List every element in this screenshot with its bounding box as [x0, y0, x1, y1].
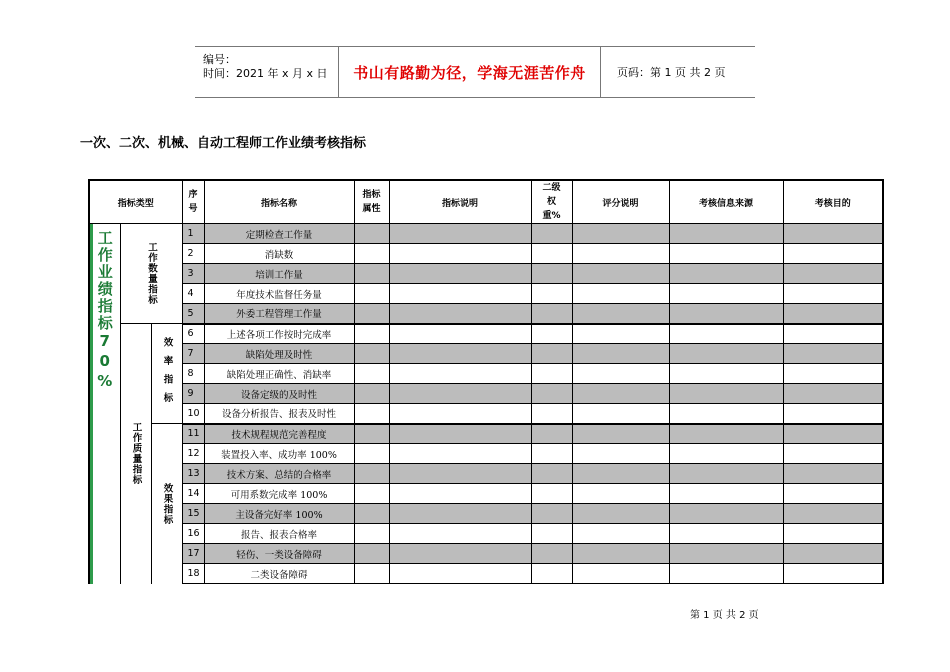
table-row: [89, 364, 883, 384]
page-label: 页码：第 1 页 共 2 页: [617, 66, 726, 79]
table-row: [89, 524, 883, 544]
category-main-cell: [89, 224, 120, 584]
row-source-cell: [669, 484, 783, 504]
header-score: 评分说明: [572, 180, 669, 224]
row-weight-cell: [531, 404, 572, 424]
row-weight-cell: [531, 264, 572, 284]
page-footer: 第 1 页 共 2 页: [690, 610, 759, 621]
row-desc-cell: [389, 464, 531, 484]
row-score-cell: [572, 524, 669, 544]
row-score-cell: [572, 544, 669, 564]
row-source-cell: [669, 384, 783, 404]
table-row: [89, 404, 883, 424]
row-number: 15: [182, 504, 204, 524]
row-purpose-cell: [783, 224, 883, 244]
row-source-cell: [669, 404, 783, 424]
category-main-label: 工作业绩指标70%: [95, 230, 114, 392]
table-row: [89, 504, 883, 524]
row-desc-cell: [389, 544, 531, 564]
row-desc-cell: [389, 524, 531, 544]
row-source-cell: [669, 544, 783, 564]
sub-efficiency-cell: [151, 324, 182, 424]
sub-efficiency-label: 效率指标: [161, 336, 173, 411]
row-purpose-cell: [783, 284, 883, 304]
row-purpose-cell: [783, 364, 883, 384]
table-row: [89, 224, 883, 244]
row-indicator-name: 缺陷处理及时性: [204, 344, 354, 364]
row-indicator-name: 可用系数完成率 100%: [204, 484, 354, 504]
row-number: 5: [182, 304, 204, 324]
row-attr-cell: [354, 424, 389, 444]
row-number: 6: [182, 324, 204, 344]
row-weight-cell: [531, 324, 572, 344]
header-seq: 序号: [182, 180, 204, 224]
row-purpose-cell: [783, 344, 883, 364]
row-desc-cell: [389, 504, 531, 524]
row-purpose-cell: [783, 424, 883, 444]
code-label: 编号：: [203, 53, 236, 66]
row-weight-cell: [531, 224, 572, 244]
row-attr-cell: [354, 404, 389, 424]
row-number: 17: [182, 544, 204, 564]
row-weight-cell: [531, 524, 572, 544]
row-purpose-cell: [783, 564, 883, 584]
table-row: [89, 464, 883, 484]
row-source-cell: [669, 564, 783, 584]
row-weight-cell: [531, 504, 572, 524]
row-weight-cell: [531, 384, 572, 404]
row-number: 2: [182, 244, 204, 264]
row-attr-cell: [354, 464, 389, 484]
row-number: 11: [182, 424, 204, 444]
row-attr-cell: [354, 224, 389, 244]
row-score-cell: [572, 564, 669, 584]
row-indicator-name: 设备分析报告、报表及时性: [204, 404, 354, 424]
row-purpose-cell: [783, 544, 883, 564]
table-row: [89, 484, 883, 504]
header-type: 指标类型: [89, 180, 182, 224]
row-number: 12: [182, 444, 204, 464]
row-score-cell: [572, 404, 669, 424]
row-indicator-name: 技术规程规范完善程度: [204, 424, 354, 444]
header-meta: [195, 47, 339, 97]
row-source-cell: [669, 244, 783, 264]
row-attr-cell: [354, 484, 389, 504]
row-desc-cell: [389, 264, 531, 284]
row-attr-cell: [354, 444, 389, 464]
row-score-cell: [572, 304, 669, 324]
row-weight-cell: [531, 304, 572, 324]
row-score-cell: [572, 484, 669, 504]
row-purpose-cell: [783, 244, 883, 264]
row-score-cell: [572, 444, 669, 464]
row-indicator-name: 缺陷处理正确性、消缺率: [204, 364, 354, 384]
header-page-label: [611, 47, 725, 97]
row-score-cell: [572, 364, 669, 384]
row-indicator-name: 轻伤、一类设备障碍: [204, 544, 354, 564]
row-attr-cell: [354, 284, 389, 304]
row-score-cell: [572, 344, 669, 364]
table-row: [89, 384, 883, 404]
table-header-row: [89, 180, 883, 224]
row-indicator-name: 设备定级的及时性: [204, 384, 354, 404]
row-source-cell: [669, 344, 783, 364]
row-desc-cell: [389, 484, 531, 504]
row-number: 8: [182, 364, 204, 384]
row-number: 10: [182, 404, 204, 424]
row-attr-cell: [354, 304, 389, 324]
header-desc: 指标说明: [389, 180, 531, 224]
table-body: [89, 224, 883, 584]
row-purpose-cell: [783, 264, 883, 284]
row-score-cell: [572, 224, 669, 244]
row-weight-cell: [531, 424, 572, 444]
sub-effect-label: 效果指标: [161, 482, 173, 525]
table-row: [89, 564, 883, 584]
row-desc-cell: [389, 304, 531, 324]
row-attr-cell: [354, 244, 389, 264]
row-indicator-name: 培训工作量: [204, 264, 354, 284]
row-source-cell: [669, 224, 783, 244]
document-title: 一次、二次、机械、自动工程师工作业绩考核指标: [80, 136, 367, 151]
row-indicator-name: 年度技术监督任务量: [204, 284, 354, 304]
header-attr: 指标属性: [354, 180, 389, 224]
row-attr-cell: [354, 384, 389, 404]
header-motto: 书山有路勤为径，学海无涯苦作舟: [339, 47, 601, 97]
row-desc-cell: [389, 564, 531, 584]
category-quality-label: 工作质量指标: [130, 422, 142, 486]
category-quantity-cell: [120, 224, 182, 324]
sub-effect-cell: [151, 424, 182, 584]
row-indicator-name: 技术方案、总结的合格率: [204, 464, 354, 484]
row-source-cell: [669, 284, 783, 304]
document-header: [195, 46, 755, 98]
row-source-cell: [669, 324, 783, 344]
table-row: [89, 284, 883, 304]
row-weight-cell: [531, 444, 572, 464]
row-indicator-name: 二类设备障碍: [204, 564, 354, 584]
row-score-cell: [572, 504, 669, 524]
row-number: 7: [182, 344, 204, 364]
row-desc-cell: [389, 444, 531, 464]
table-row: [89, 544, 883, 564]
row-source-cell: [669, 264, 783, 284]
row-number: 4: [182, 284, 204, 304]
row-attr-cell: [354, 564, 389, 584]
row-indicator-name: 上述各项工作按时完成率: [204, 324, 354, 344]
row-attr-cell: [354, 344, 389, 364]
table-row: [89, 444, 883, 464]
category-quantity-label: 工作数量指标: [146, 242, 157, 305]
row-purpose-cell: [783, 404, 883, 424]
row-purpose-cell: [783, 524, 883, 544]
row-number: 1: [182, 224, 204, 244]
row-weight-cell: [531, 484, 572, 504]
row-purpose-cell: [783, 384, 883, 404]
row-attr-cell: [354, 544, 389, 564]
row-desc-cell: [389, 324, 531, 344]
row-indicator-name: 主设备完好率 100%: [204, 504, 354, 524]
row-score-cell: [572, 464, 669, 484]
row-desc-cell: [389, 244, 531, 264]
row-desc-cell: [389, 344, 531, 364]
row-desc-cell: [389, 224, 531, 244]
row-attr-cell: [354, 524, 389, 544]
row-attr-cell: [354, 324, 389, 344]
row-source-cell: [669, 304, 783, 324]
category-quality-cell: [120, 324, 151, 584]
row-source-cell: [669, 444, 783, 464]
row-source-cell: [669, 504, 783, 524]
row-number: 13: [182, 464, 204, 484]
row-desc-cell: [389, 384, 531, 404]
row-weight-cell: [531, 364, 572, 384]
header-source: 考核信息来源: [669, 180, 783, 224]
row-purpose-cell: [783, 444, 883, 464]
row-number: 9: [182, 384, 204, 404]
table-row: [89, 424, 883, 444]
row-number: 16: [182, 524, 204, 544]
row-weight-cell: [531, 284, 572, 304]
row-desc-cell: [389, 284, 531, 304]
row-desc-cell: [389, 404, 531, 424]
row-score-cell: [572, 264, 669, 284]
row-purpose-cell: [783, 484, 883, 504]
kpi-table: [88, 179, 884, 584]
row-indicator-name: 定期检查工作量: [204, 224, 354, 244]
table-row: [89, 244, 883, 264]
row-indicator-name: 消缺数: [204, 244, 354, 264]
row-score-cell: [572, 384, 669, 404]
row-source-cell: [669, 364, 783, 384]
row-attr-cell: [354, 364, 389, 384]
row-source-cell: [669, 424, 783, 444]
row-attr-cell: [354, 504, 389, 524]
row-source-cell: [669, 464, 783, 484]
row-source-cell: [669, 524, 783, 544]
row-score-cell: [572, 284, 669, 304]
row-number: 3: [182, 264, 204, 284]
header-name: 指标名称: [204, 180, 354, 224]
row-indicator-name: 外委工程管理工作量: [204, 304, 354, 324]
row-attr-cell: [354, 264, 389, 284]
time-label: 时间：2021 年 x 月 x 日: [203, 67, 328, 80]
row-weight-cell: [531, 464, 572, 484]
header-purpose: 考核目的: [783, 180, 883, 224]
row-purpose-cell: [783, 504, 883, 524]
row-score-cell: [572, 324, 669, 344]
row-indicator-name: 装置投入率、成功率 100%: [204, 444, 354, 464]
row-desc-cell: [389, 424, 531, 444]
table-row: [89, 344, 883, 364]
row-desc-cell: [389, 364, 531, 384]
table-row: [89, 304, 883, 324]
row-indicator-name: 报告、报表合格率: [204, 524, 354, 544]
header-weight: 二级权重%: [531, 180, 572, 224]
table-row: [89, 324, 883, 344]
table-row: [89, 264, 883, 284]
row-weight-cell: [531, 344, 572, 364]
row-purpose-cell: [783, 304, 883, 324]
row-purpose-cell: [783, 464, 883, 484]
row-score-cell: [572, 244, 669, 264]
row-weight-cell: [531, 244, 572, 264]
row-purpose-cell: [783, 324, 883, 344]
row-number: 14: [182, 484, 204, 504]
row-weight-cell: [531, 564, 572, 584]
row-score-cell: [572, 424, 669, 444]
row-number: 18: [182, 564, 204, 584]
row-weight-cell: [531, 544, 572, 564]
